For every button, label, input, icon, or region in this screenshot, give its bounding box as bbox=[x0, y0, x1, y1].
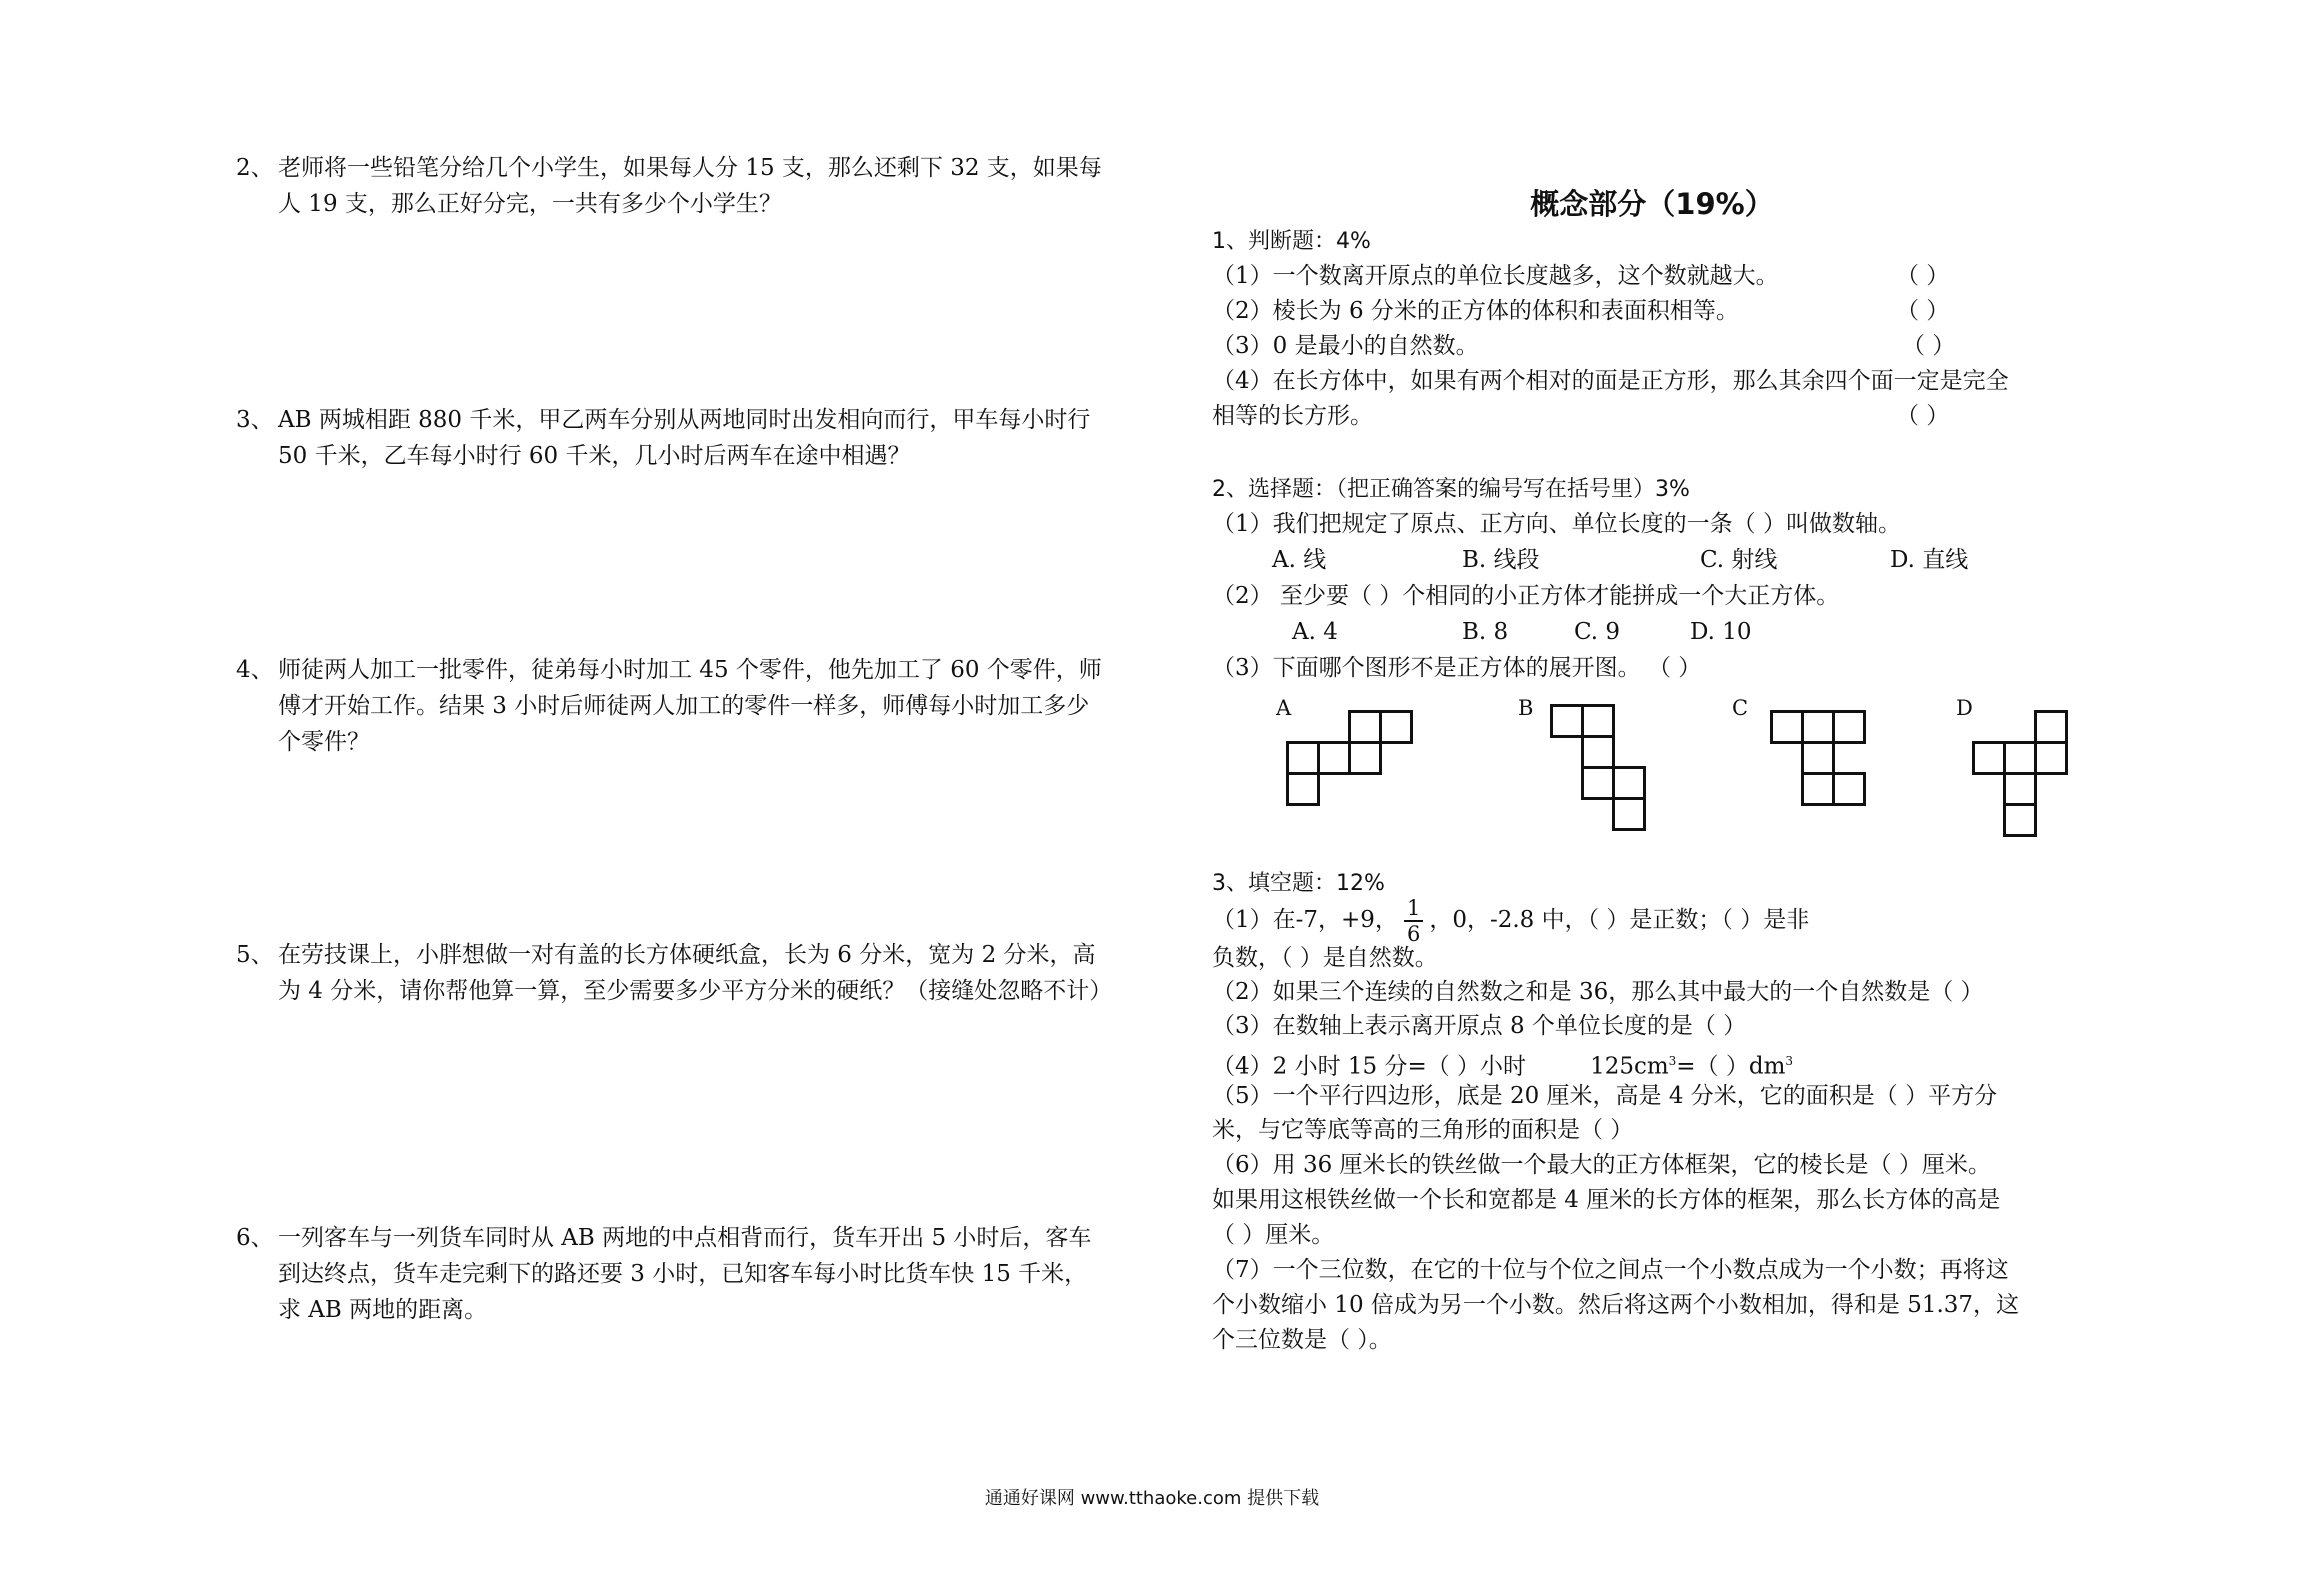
net-b-square bbox=[1550, 704, 1584, 738]
mc2-option-a: A. 4 bbox=[1292, 619, 1338, 645]
net-a-square bbox=[1286, 741, 1320, 775]
net-c-square bbox=[1832, 772, 1866, 806]
net-d-square bbox=[2034, 741, 2068, 775]
mc-question-1: （1）我们把规定了原点、正方向、单位长度的一条（ ）叫做数轴。 bbox=[1212, 511, 1901, 537]
mc2-option-b: B. 8 bbox=[1462, 619, 1509, 645]
mc1-option-b: B. 线段 bbox=[1462, 547, 1540, 573]
net-d-square bbox=[1972, 741, 2006, 775]
net-a-square bbox=[1317, 741, 1351, 775]
tf-answer-2: （ ） bbox=[1896, 298, 1950, 324]
mc1-option-a: A. 线 bbox=[1272, 547, 1327, 573]
net-a-square bbox=[1379, 710, 1413, 744]
mc1-option-d: D. 直线 bbox=[1890, 547, 1969, 573]
question-5: 5、 在劳技课上，小胖想做一对有盖的长方体硬纸盒，长为 6 分米，宽为 2 分米，高为 4 分米，请你帮他算一算，至少需要多少平方分米的硬纸？（接缝处忽略不计） bbox=[236, 942, 1113, 1004]
fb-line-13: 个三位数是（ ）。 bbox=[1212, 1327, 1392, 1353]
tf-item-3: （3）0 是最小的自然数。 bbox=[1212, 333, 1479, 359]
fb-line-7: 米，与它等底等高的三角形的面积是（ ） bbox=[1212, 1117, 1634, 1143]
question-3: 3、 AB 两城相距 880 千米，甲乙两车分别从两地同时出发相向而行，甲车每小时行 50 千米，乙车每小时行 60 千米，几小时后两车在途中相遇？ bbox=[236, 407, 1091, 469]
fb-line-8: （6）用 36 厘米长的铁丝做一个最大的正方体框架，它的棱长是（ ）厘米。 bbox=[1212, 1152, 1991, 1178]
net-c-square bbox=[1770, 710, 1804, 744]
tf-item-4-cont: 相等的长方形。 bbox=[1212, 403, 1373, 429]
question-6: 6、 一列客车与一列货车同时从 AB 两地的中点相背而行，货车开出 5 小时后，客车到达终点，货车走完剩下的路还要 3 小时，已知客车每小时比货车快 15 千米，求 AB 两地的距离。 bbox=[236, 1225, 1092, 1323]
net-c-square bbox=[1832, 710, 1866, 744]
mc-question-3: （3）下面哪个图形不是正方体的展开图。 （ ） bbox=[1212, 655, 1702, 681]
fb-line-1: （1）在-7，+9， $\frac{1}{6}$ ，0，-2.8 中，（ ）是正数；（ ）是非 bbox=[1212, 896, 1810, 946]
fb-line-5: （4）2 小时 15 分=（ ）小时 $125cm^3=$（ ）$dm^3$ bbox=[1212, 1053, 1794, 1080]
net-d-square bbox=[2034, 710, 2068, 744]
net-b-square bbox=[1581, 735, 1615, 769]
mc-question-2: （2） 至少要（ ）个相同的小正方体才能拼成一个大正方体。 bbox=[1212, 583, 1840, 609]
net-d-square bbox=[2003, 803, 2037, 837]
net-b-square bbox=[1581, 766, 1615, 800]
fill-blank-heading: 3、填空题：12% bbox=[1212, 871, 1385, 896]
net-c-square bbox=[1801, 741, 1835, 775]
net-d-square bbox=[2003, 741, 2037, 775]
net-d-label: D bbox=[1956, 696, 1973, 720]
fb-line-9: 如果用这根铁丝做一个长和宽都是 4 厘米的长方体的框架，那么长方体的高是 bbox=[1212, 1187, 2001, 1213]
tf-item-2: （2）棱长为 6 分米的正方体的体积和表面积相等。 bbox=[1212, 298, 1739, 324]
tf-item-4: （4）在长方体中，如果有两个相对的面是正方形，那么其余四个面一定是完全 bbox=[1212, 368, 2009, 394]
net-d-square bbox=[2003, 772, 2037, 806]
net-c-square bbox=[1801, 710, 1835, 744]
fb-line-4: （3）在数轴上表示离开原点 8 个单位长度的是（ ） bbox=[1212, 1013, 1747, 1039]
fb-line-2: 负数，（ ）是自然数。 bbox=[1212, 945, 1438, 971]
footer-credit: 通通好课网 www.tthaoke.com 提供下载 bbox=[984, 1488, 1320, 1509]
net-b-square bbox=[1581, 704, 1615, 738]
net-a-square bbox=[1286, 772, 1320, 806]
net-a-square bbox=[1348, 741, 1382, 775]
section-title: 概念部分（19%） bbox=[1530, 187, 1774, 221]
fraction-one-sixth: $\frac{1}{6}$ bbox=[1404, 896, 1423, 946]
tf-answer-4: （ ） bbox=[1896, 403, 1950, 429]
fb-line-6: （5）一个平行四边形，底是 20 厘米，高是 4 分米，它的面积是（ ）平方分 bbox=[1212, 1083, 1998, 1109]
mc2-option-c: C. 9 bbox=[1574, 619, 1621, 645]
tf-item-1: （1）一个数离开原点的单位长度越多，这个数就越大。 bbox=[1212, 263, 1779, 289]
fb-line-11: （7）一个三位数，在它的十位与个位之间点一个小数点成为一个小数；再将这 bbox=[1212, 1257, 2009, 1283]
net-b-label: B bbox=[1518, 696, 1534, 720]
true-false-heading: 1、判断题：4% bbox=[1212, 229, 1371, 254]
fb-line-3: （2）如果三个连续的自然数之和是 36，那么其中最大的一个自然数是（ ） bbox=[1212, 979, 1984, 1005]
mc2-option-d: D. 10 bbox=[1690, 619, 1752, 645]
tf-answer-3: （ ） bbox=[1902, 333, 1956, 359]
net-a-label: A bbox=[1276, 696, 1292, 720]
tf-answer-1: （ ） bbox=[1896, 263, 1950, 289]
fb-line-12: 个小数缩小 10 倍成为另一个小数。然后将这两个小数相加，得和是 51.37，这 bbox=[1212, 1292, 2020, 1318]
net-a-square bbox=[1348, 710, 1382, 744]
multiple-choice-heading: 2、选择题：（把正确答案的编号写在括号里）3% bbox=[1212, 477, 1690, 502]
net-c-square bbox=[1801, 772, 1835, 806]
mc1-option-c: C. 射线 bbox=[1700, 547, 1778, 573]
question-2: 2、 老师将一些铅笔分给几个小学生，如果每人分 15 支，那么还剩下 32 支，如果每人 19 支，那么正好分完，一共有多少个小学生？ bbox=[236, 155, 1102, 217]
question-4: 4、 师徒两人加工一批零件，徒弟每小时加工 45 个零件，他先加工了 60 个零件，师傅才开始工作。结果 3 小时后师徒两人加工的零件一样多，师傅每小时加工多少个零件？ bbox=[236, 657, 1102, 755]
net-b-square bbox=[1612, 797, 1646, 831]
net-b-square bbox=[1612, 766, 1646, 800]
net-c-label: C bbox=[1732, 696, 1749, 720]
fb-line-10: （ ）厘米。 bbox=[1212, 1222, 1335, 1248]
